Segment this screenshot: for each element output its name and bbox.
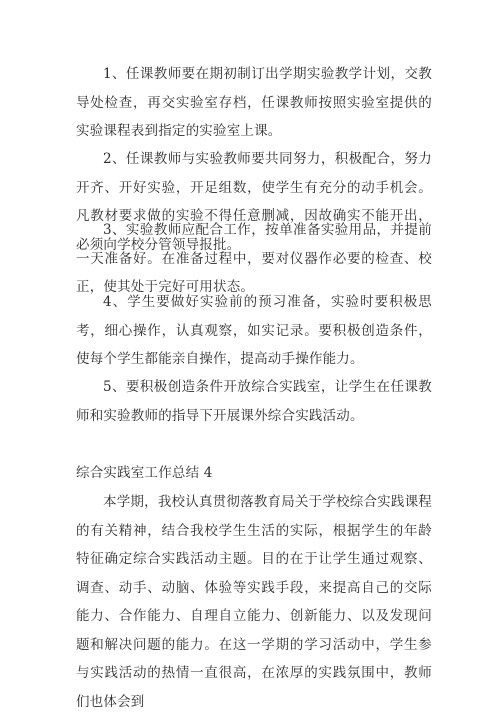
paragraph-5: 5、要积极创造条件开放综合实践室，让学生在任课教师和实验教师的指导下开展课外综合实践活动。	[76, 379, 432, 424]
paragraph-1: 1、任课教师要在期初制订出学期实验教学计划，交教导处检查，再交实验室存档，任课教师按照实验室提供的实验课程表到指定的实验室上课。	[76, 66, 432, 139]
paragraph-4: 4、学生要做好实验前的预习准备，实验时要积极思考，细心操作，认真观察，如实记录。要积极创造条件，使每个学生都能亲自操作，提高动手操作能力。	[76, 294, 432, 367]
paragraph-3: 3、实验教师应配合工作，按单准备实验用品，并提前一天准备好。在准备过程中，要对仪器作必要的检查、校正，使其处于完好可用状态。	[76, 222, 432, 295]
section-paragraph: 本学期，我校认真贯彻落教育局关于学校综合实践课程的有关精神，结合我校学生生活的实际，根据学生的年龄特征确定综合实践活动主题。目的在于让学生通过观察、调查、动手、动脑、体验等实践手段，来提高自己的交际能力、合作能力、自理自立能力、创新能力、以及发现问题和解决问题的能力。在这一学期的学习活动中，学生参与实践活动的热情一直很高，在浓厚的实践氛围中，教师们也体会到	[76, 494, 432, 710]
section-title: 综合实践室工作总结 4	[76, 465, 213, 481]
paragraph-2: 2、任课教师与实验教师要共同努力，积极配合，努力开齐、开好实验，开足组数，使学生有充分的动手机会。凡教材要求做的实验不得任意删减，因故确实不能开出，必须向学校分管领导报批。	[76, 151, 432, 253]
